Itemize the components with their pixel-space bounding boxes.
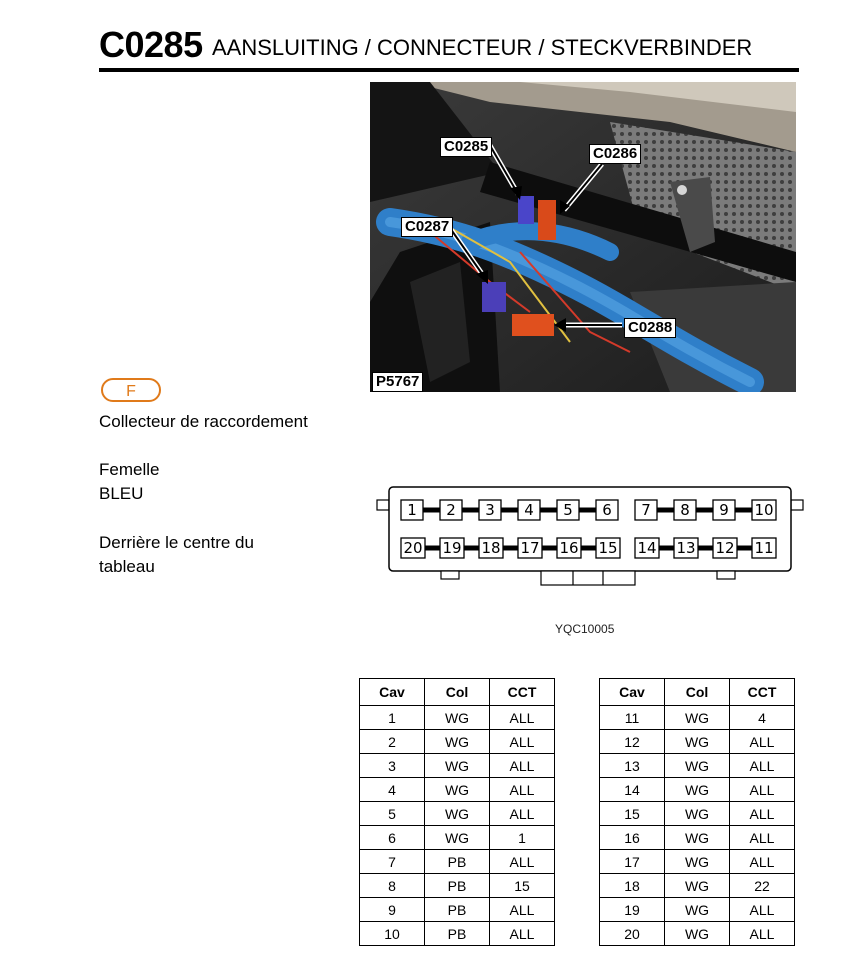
cell-color: PB (425, 850, 490, 874)
pin-label: 6 (602, 501, 612, 519)
table-row (360, 706, 555, 730)
pin-label: 18 (481, 539, 501, 557)
table-row (600, 730, 795, 754)
pin-label: 10 (754, 501, 774, 519)
pin-table-left (359, 678, 555, 946)
cell-cavity: 20 (600, 922, 665, 946)
connector-name: Collecteur de raccordement (99, 412, 308, 431)
cell-color: WG (425, 826, 490, 850)
cell-circuit: ALL (730, 778, 795, 802)
cell-cavity: 9 (360, 898, 425, 922)
cell-color: WG (665, 802, 730, 826)
cell-cavity: 15 (600, 802, 665, 826)
table-row (600, 850, 795, 874)
table-row (360, 850, 555, 874)
cell-circuit: ALL (490, 730, 555, 754)
pin-label: 5 (563, 501, 573, 519)
table-row (360, 922, 555, 946)
pin-label: 11 (754, 539, 774, 557)
cell-cavity: 2 (360, 730, 425, 754)
table-row (360, 778, 555, 802)
connector-photo (370, 82, 796, 392)
table-row (600, 706, 795, 730)
cell-color: WG (665, 730, 730, 754)
table-row (360, 898, 555, 922)
col-header-col: Col (665, 679, 730, 706)
pinout-svg (375, 484, 805, 586)
table-row (360, 826, 555, 850)
table-row (360, 754, 555, 778)
cell-cavity: 13 (600, 754, 665, 778)
cell-color: WG (665, 826, 730, 850)
table-row (600, 754, 795, 778)
cell-cavity: 10 (360, 922, 425, 946)
pin-label: 16 (559, 539, 579, 557)
pinout-diagram (375, 484, 805, 586)
cell-color: WG (425, 730, 490, 754)
cell-cavity: 11 (600, 706, 665, 730)
col-header-cav: Cav (360, 679, 425, 706)
cell-color: WG (665, 874, 730, 898)
col-header-cav: Cav (600, 679, 665, 706)
cell-color: WG (665, 754, 730, 778)
table-row (600, 874, 795, 898)
cell-circuit: ALL (490, 922, 555, 946)
cell-cavity: 14 (600, 778, 665, 802)
cell-circuit: ALL (490, 754, 555, 778)
pin-table-right (599, 678, 795, 946)
cell-color: PB (425, 922, 490, 946)
pin-label: 2 (446, 501, 456, 519)
cell-cavity: 8 (360, 874, 425, 898)
connector-code: C0285 (99, 24, 203, 65)
pin-label: 19 (442, 539, 462, 557)
table-row (360, 874, 555, 898)
connector-color: BLEU (99, 484, 144, 503)
pin-label: 12 (715, 539, 735, 557)
cell-circuit: ALL (730, 922, 795, 946)
table-row (600, 778, 795, 802)
cell-circuit: ALL (730, 754, 795, 778)
cell-color: WG (425, 802, 490, 826)
pin-label: 4 (524, 501, 534, 519)
figure-code: YQC10005 (555, 622, 615, 636)
cell-circuit: ALL (490, 802, 555, 826)
cell-circuit: 4 (730, 706, 795, 730)
table-row (360, 730, 555, 754)
callout-c0285: C0285 (440, 137, 492, 157)
page-title: AANSLUITING / CONNECTEUR / STECKVERBINDER (212, 35, 753, 60)
pin-label: 8 (680, 501, 690, 519)
callout-c0287: C0287 (401, 217, 453, 237)
cell-circuit: ALL (730, 730, 795, 754)
cell-color: WG (425, 754, 490, 778)
cell-color: PB (425, 874, 490, 898)
photo-id: P5767 (372, 372, 423, 392)
cell-circuit: ALL (490, 898, 555, 922)
table-row (360, 802, 555, 826)
cell-cavity: 12 (600, 730, 665, 754)
language-badge: F (101, 378, 161, 402)
cell-circuit: 15 (490, 874, 555, 898)
cell-circuit: ALL (730, 826, 795, 850)
cell-cavity: 6 (360, 826, 425, 850)
pin-label: 1 (407, 501, 417, 519)
connector-gender: Femelle (99, 460, 160, 479)
pin-label: 15 (598, 539, 618, 557)
cell-cavity: 16 (600, 826, 665, 850)
cell-color: PB (425, 898, 490, 922)
page-header (99, 22, 799, 72)
cell-color: WG (665, 898, 730, 922)
col-header-cct: CCT (490, 679, 555, 706)
cell-color: WG (665, 922, 730, 946)
cell-cavity: 5 (360, 802, 425, 826)
table-row (600, 922, 795, 946)
table-row (600, 802, 795, 826)
cell-circuit: ALL (730, 850, 795, 874)
table-row (600, 826, 795, 850)
callout-c0288: C0288 (624, 318, 676, 338)
pin-label: 9 (719, 501, 729, 519)
cell-color: WG (425, 778, 490, 802)
pin-label: 7 (641, 501, 651, 519)
cell-cavity: 1 (360, 706, 425, 730)
photo-illustration (370, 82, 796, 392)
col-header-col: Col (425, 679, 490, 706)
connector-location-line2: tableau (99, 557, 155, 576)
cell-cavity: 7 (360, 850, 425, 874)
cell-cavity: 19 (600, 898, 665, 922)
cell-circuit: 22 (730, 874, 795, 898)
connector-location-line1: Derrière le centre du (99, 533, 254, 552)
cell-circuit: ALL (490, 850, 555, 874)
pin-label: 14 (637, 539, 657, 557)
cell-cavity: 18 (600, 874, 665, 898)
cell-cavity: 4 (360, 778, 425, 802)
cell-color: WG (665, 706, 730, 730)
cell-color: WG (665, 850, 730, 874)
pin-label: 3 (485, 501, 495, 519)
pin-label: 17 (520, 539, 540, 557)
callout-c0286: C0286 (589, 144, 641, 164)
cell-circuit: ALL (730, 802, 795, 826)
cell-circuit: ALL (490, 706, 555, 730)
cell-color: WG (665, 778, 730, 802)
cell-circuit: ALL (730, 898, 795, 922)
pin-label: 20 (403, 539, 423, 557)
table-row (600, 898, 795, 922)
cell-cavity: 17 (600, 850, 665, 874)
pin-label: 13 (676, 539, 696, 557)
col-header-cct: CCT (730, 679, 795, 706)
cell-cavity: 3 (360, 754, 425, 778)
cell-circuit: 1 (490, 826, 555, 850)
cell-color: WG (425, 706, 490, 730)
cell-circuit: ALL (490, 778, 555, 802)
